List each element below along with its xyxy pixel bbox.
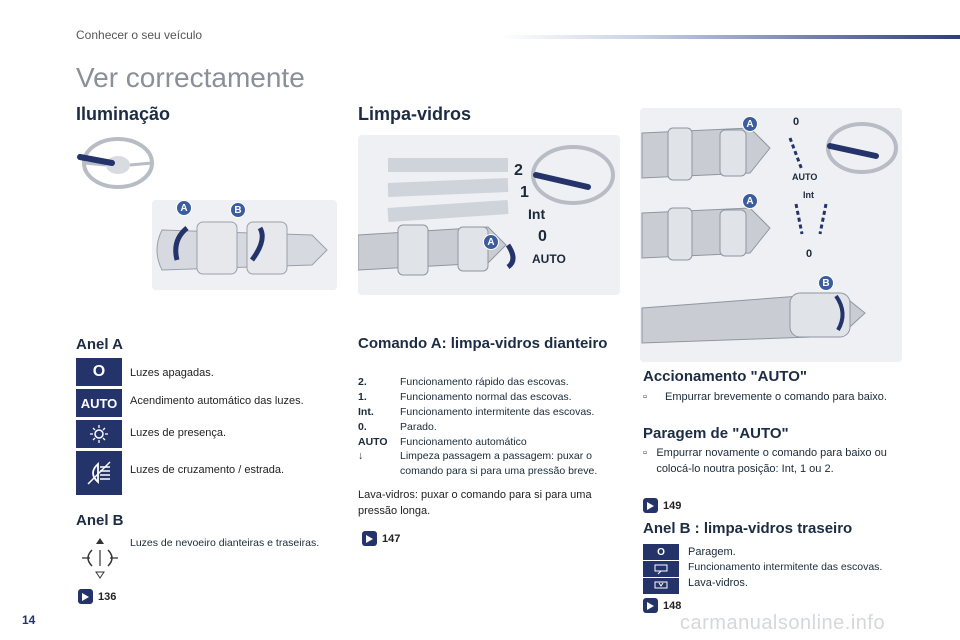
list-item (358, 436, 620, 448)
bullet-icon: ▫ (643, 391, 647, 403)
marker-a-middle: A (742, 193, 758, 209)
ref-number: 147 (382, 532, 401, 545)
diagram-label-0-bottom: 0 (806, 248, 813, 260)
rear-item-washer: Lava-vidros. (688, 577, 748, 589)
page-ref-148[interactable] (643, 598, 681, 613)
row-value: Funcionamento automático (400, 436, 527, 448)
headlight-glyph (84, 458, 114, 488)
rear-wiper-icons (643, 544, 679, 595)
diagram-label-int: Int (803, 190, 814, 200)
page-ref-149[interactable] (643, 498, 681, 513)
header-rule (500, 35, 960, 39)
lever-label-int: Int (528, 206, 546, 222)
anel-a-item-headlights: Luzes de cruzamento / estrada. (130, 464, 285, 476)
marker-a: A (176, 200, 192, 216)
lever-label-0: 0 (538, 228, 547, 245)
anel-a-item-off: Luzes apagadas. (130, 367, 214, 379)
ref-number: 149 (663, 499, 682, 512)
list-item (358, 391, 620, 403)
page-ref-136[interactable] (78, 589, 116, 604)
lever-label-auto: AUTO (532, 252, 566, 266)
lever-label-1: 1 (520, 184, 529, 201)
accionamento-title: Accionamento "AUTO" (643, 368, 807, 385)
marker-a-top: A (742, 116, 758, 132)
washer-icon (643, 578, 679, 594)
auto-wiper-illustration (640, 108, 902, 362)
anel-b-text: Luzes de nevoeiro dianteiras e traseiras. (130, 537, 320, 549)
anel-a-title: Anel A (76, 336, 123, 353)
list-item (358, 421, 620, 433)
washer-glyph (654, 580, 668, 592)
row-value: Funcionamento intermitente das escovas. (400, 406, 595, 418)
row-key: 1. (358, 391, 367, 403)
row-value: Limpeza passagem a passagem: puxar o comando para si para uma pressão breve. (400, 450, 598, 478)
rear-wiper-off-icon: O (643, 544, 679, 560)
row-key: ↓ (358, 450, 364, 462)
page-number: 14 (22, 613, 36, 627)
ref-arrow-icon (362, 531, 377, 546)
accionamento-text: Empurrar brevemente o comando para baixo. (665, 391, 887, 403)
sun-icon (76, 420, 122, 448)
iluminacao-title: Iluminação (76, 104, 171, 124)
paragem-title: Paragem de "AUTO" (643, 425, 789, 442)
row-key: AUTO (358, 436, 388, 448)
row-key: 0. (358, 421, 367, 433)
marker-b-rear: B (818, 275, 834, 291)
list-item (358, 376, 620, 388)
watermark: carmanualsonline.info (680, 612, 886, 634)
wiper-stalk-illustration (358, 135, 620, 295)
wiper-icon (643, 561, 679, 577)
row-value: Parado. (400, 421, 437, 433)
light-off-icon: O (76, 358, 122, 386)
marker-a-wiper: A (483, 234, 499, 250)
fog-light-icon (80, 536, 120, 580)
page-ref-147[interactable] (362, 531, 400, 546)
comando-a-title: Comando A: limpa-vidros dianteiro (358, 335, 608, 352)
rear-item-intermittent: Funcionamento intermitente das escovas. (688, 561, 883, 573)
steering-wheel-illustration (76, 135, 156, 190)
headlight-icon (76, 451, 122, 495)
ref-number: 136 (98, 590, 117, 603)
page-title: Ver correctamente (76, 62, 305, 93)
ref-arrow-icon (643, 598, 658, 613)
row-value: Funcionamento normal das escovas. (400, 391, 572, 403)
anel-a-item-auto: Acendimento automático das luzes. (130, 395, 304, 407)
rear-item-stop: Paragem. (688, 546, 736, 558)
bullet-icon: ▫ (643, 447, 647, 459)
list-item (358, 449, 620, 479)
lever-label-2: 2 (514, 162, 523, 179)
lava-vidros-note: Lava-vidros: puxar o comando para si para uma pressão longa. (358, 489, 592, 517)
sidelight-glyph (89, 424, 109, 444)
diagram-label-0-top: 0 (793, 116, 800, 128)
limpa-vidros-title: Limpa-vidros (358, 104, 472, 124)
wiper-glyph (654, 563, 668, 575)
section-label: Conhecer o seu veículo (76, 28, 203, 42)
comando-a-list (358, 376, 620, 479)
anel-a-item-presence: Luzes de presença. (130, 427, 227, 439)
paragem-text: Empurrar novamente o comando para baixo ou colocá-lo noutra posição: Int, 1 ou 2. (656, 447, 887, 475)
accionamento-item (643, 390, 898, 406)
row-key: Int. (358, 406, 374, 418)
light-auto-icon: AUTO (76, 389, 122, 417)
ref-arrow-icon (643, 498, 658, 513)
anel-b-rear-title: Anel B : limpa-vidros traseiro (643, 520, 853, 537)
row-value: Funcionamento rápido das escovas. (400, 376, 569, 388)
marker-b: B (230, 202, 246, 218)
diagram-label-auto: AUTO (792, 172, 818, 182)
row-key: 2. (358, 376, 367, 388)
list-item (358, 406, 620, 418)
ref-number: 148 (663, 599, 682, 612)
ref-arrow-icon (78, 589, 93, 604)
paragem-item (643, 446, 905, 478)
anel-b-title: Anel B (76, 512, 124, 529)
